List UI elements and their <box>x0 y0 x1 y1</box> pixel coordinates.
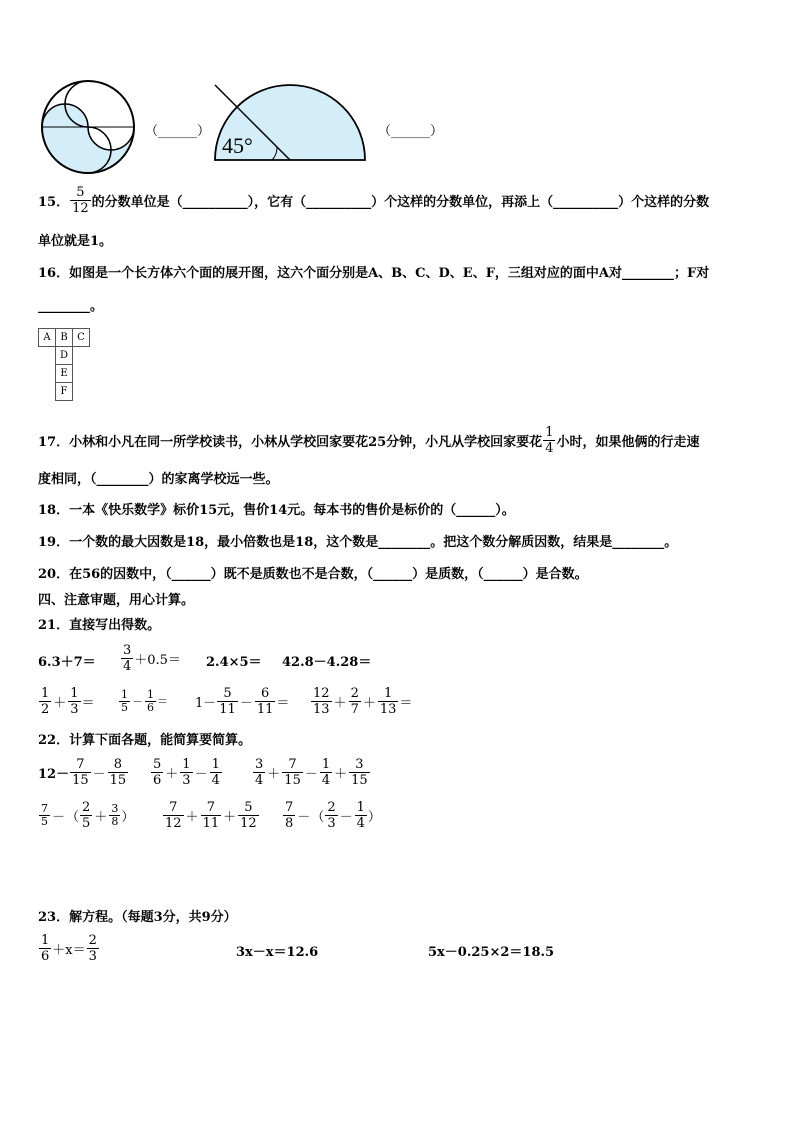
q17-text-line1a: 17．小林和小凡在同一所学校读书，小林从学校回家要花25分钟，小凡从学校回家要花 <box>38 434 543 450</box>
q21-title: 21．直接写出得数。 <box>38 618 161 633</box>
q22-expr-6: $\frac{7}{8}$ － （ $\frac{2}{3}$ － $\frac{1}{4}$ ） <box>285 799 381 831</box>
q21-expr-2: $\frac{3}{4}$ ＋0.5＝ <box>123 642 181 674</box>
q17-fraction: $\frac{1}{4}$ <box>545 424 554 456</box>
cuboid-net-figure <box>38 328 90 401</box>
q21-expr-7: 1－ $\frac{5}{11}$ － $\frac{6}{11}$ ＝ <box>195 685 290 717</box>
question-17 <box>38 421 699 459</box>
question-15 <box>38 181 709 219</box>
q22-expr-4: $\frac{7}{5}$ － （ $\frac{2}{5}$ ＋ $\frac{3}{8}$ ） <box>41 799 135 831</box>
q21-expr-5: $\frac{1}{2}$ ＋ $\frac{1}{3}$ ＝ <box>41 685 95 717</box>
q22-expr-5: $\frac{7}{12}$ ＋ $\frac{7}{11}$ ＋ $\frac{5}{12}$ <box>165 799 257 831</box>
q22-expr-2: $\frac{5}{6}$ ＋ $\frac{1}{3}$ － $\frac{1}{4}$ <box>153 756 220 788</box>
circle-answer-blank: （______） <box>145 124 211 139</box>
question-18: 18．一本《快乐数学》标价15元，售价14元。每本书的售价是标价的（______）。 <box>38 503 515 518</box>
net-face-e: E <box>56 365 73 383</box>
q17-text-line1b: 小时，如果他俩的行走速 <box>556 434 700 450</box>
q15-text-line2: 单位就是1。 <box>38 234 113 249</box>
q22-expr-1: 12－ $\frac{7}{15}$ － $\frac{8}{15}$ <box>38 756 127 788</box>
q22-title: 22．计算下面各题，能简算要简算。 <box>38 733 252 748</box>
q15-fraction: $\frac{5}{12}$ <box>72 184 89 216</box>
q16-text-line2: ________。 <box>38 299 104 314</box>
q15-number: 15． <box>38 194 70 210</box>
q15-text-line1: 的分数单位是（__________），它有（__________）个这样的分数单位，再添上（__________）个这样的分数 <box>91 194 710 210</box>
q23-title: 23．解方程。（每题3分，共9分） <box>38 910 237 925</box>
net-face-b: B <box>56 329 73 347</box>
q22-expr-3: $\frac{3}{4}$ ＋ $\frac{7}{15}$ － $\frac{1}{4}$ ＋ $\frac{3}{15}$ <box>255 756 368 788</box>
sector-answer-blank: （______） <box>378 124 444 139</box>
q17-text-line2: 度相同，（________）的家离学校远一些。 <box>38 472 279 487</box>
q21-expr-3: 2.4×5＝ <box>206 655 262 670</box>
q23-equation-1: $\frac{1}{6}$ ＋x＝ $\frac{2}{3}$ <box>41 932 97 964</box>
q21-expr-1: 6.3＋7＝ <box>38 655 96 670</box>
question-19: 19．一个数的最大因数是18，最小倍数也是18，这个数是________。把这个数分解质因数，结果是________。 <box>38 535 678 550</box>
q16-text-line1: 16．如图是一个长方体六个面的展开图，这六个面分别是A、B、C、D、E、F，三组对应的面中A对________；F对 <box>38 266 710 281</box>
section-4-heading: 四、注意审题，用心计算。 <box>38 593 195 608</box>
q21-expr-6: $\frac{1}{5}$ － $\frac{1}{6}$ ＝ <box>121 687 168 714</box>
sector-angle-label: 45° <box>222 133 253 158</box>
net-face-d: D <box>56 347 73 365</box>
q21-expr-4: 42.8－4.28＝ <box>282 655 372 670</box>
net-face-a: A <box>39 329 56 347</box>
question-20: 20．在56的因数中，（______）既不是质数也不是合数，（______）是质数，（______）是合数。 <box>38 567 588 582</box>
q23-equation-2: 3x－x＝12.6 <box>236 945 319 960</box>
net-face-f: F <box>56 383 73 401</box>
q23-equation-3: 5x－0.25×2＝18.5 <box>428 945 555 960</box>
yin-yang-circle-figure <box>38 80 138 175</box>
q21-expr-8: $\frac{12}{13}$ ＋ $\frac{2}{7}$ ＋ $\frac{1}{13}$ ＝ <box>313 685 413 717</box>
net-face-c: C <box>73 329 90 347</box>
